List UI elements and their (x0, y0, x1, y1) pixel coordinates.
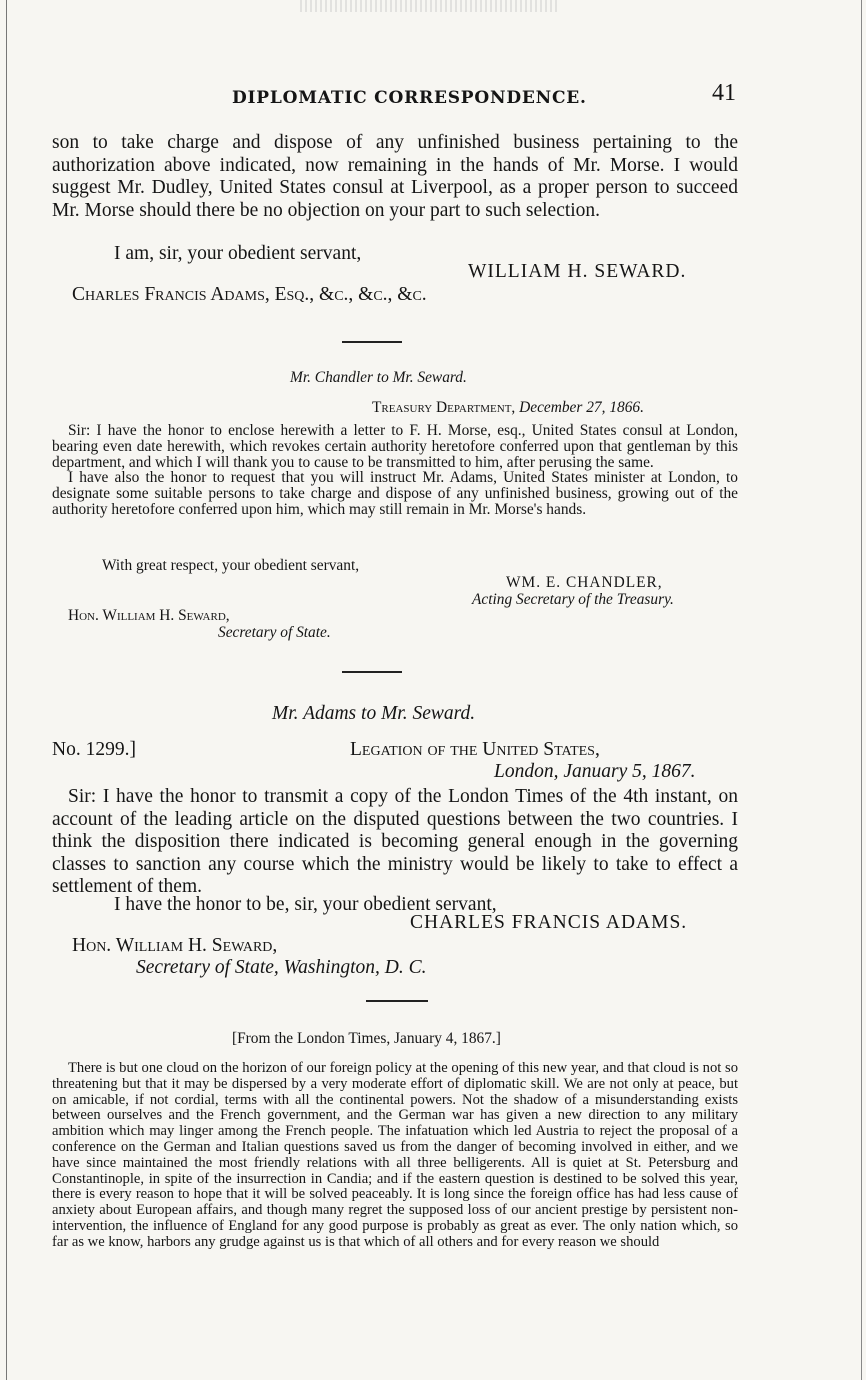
section-divider (342, 671, 402, 673)
section-divider (342, 341, 402, 343)
scan-artifact (300, 0, 560, 12)
letter2-heading: Mr. Chandler to Mr. Seward. (290, 369, 467, 386)
letter2-addressee-name: Hon. William H. Seward, (68, 607, 230, 624)
letter3-number: No. 1299.] (52, 739, 136, 760)
letter1-signature: WILLIAM H. SEWARD. (468, 261, 687, 282)
right-page-edge (861, 0, 862, 1380)
letter3-body: Sir: I have the honor to transmit a copy of the London Times of the 4th instant, on account of the leading article on the disputed questions between the two countries. I think the disposition there indicated is becoming general enough in the governing classes to sanction any course which the ministry would be likely to take to effect a settlement of them. (52, 786, 738, 898)
letter3-body-block (52, 786, 738, 899)
letter2-closing: With great respect, your obedient servant, (102, 557, 360, 574)
enclosure-body: There is but one cloud on the horizon of our foreign policy at the opening of this new year, and that cloud is not so threatening but that it may be dispersed by a very moderate effort of diplomatic skill. We are not only at peace, but on amicable, if not cordial, terms with all the continental powers. Not the shadow of a misunderstanding exists between ourselves and the French government, and the German war has given a new direction to any military ambition which may linger among the French people. The infatuation which led Austria to reject the proposal of a conference on the German and Italian questions saved us from the danger of becoming involved in either, and we have since maintained the most friendly relations with all three belligerents. All is quiet at St. Petersburg and Constantinople, in spite of the insurrection in Candia; and if the eastern question is destined to be solved this year, there is every reason to hope that it will be solved peaceably. It is long since the foreign office has had less cause of anxiety about European affairs, and though many regret the supposed loss of our ancient prestige by persistent non-intervention, the influence of England for any good purpose is probably as great as ever. The only nation which, so far as we know, harbors any grudge against us is that which of all others and for every reason we should (52, 1060, 738, 1250)
letter2-signature-title: Acting Secretary of the Treasury. (472, 591, 674, 608)
letter1-addressee: Charles Francis Adams, Esq., &c., &c., &c. (72, 284, 427, 305)
page-number: 41 (712, 80, 736, 106)
letter1-body: son to take charge and dispose of any unfinished business pertaining to the authorization above indicated, now remaining in the hands of Mr. Morse. I would suggest Mr. Dudley, United States consul at Liverpool, as a proper person to succeed Mr. Morse should there be no objection on your part to such selection. (52, 132, 738, 221)
letter3-addressee-title: Secretary of State, Washington, D. C. (136, 957, 427, 978)
letter2-addressee-title: Secretary of State. (218, 624, 331, 641)
letter1-closing: I am, sir, your obedient servant, (114, 243, 362, 264)
letter2-para2: I have also the honor to request that you will instruct Mr. Adams, United States minister at London, to designate some suitable persons to take charge and dispose of any unfinished business, growing out of the authority heretofore conferred upon him, which may still remain in Mr. Morse's hands. (52, 469, 738, 518)
letter1-body-block (52, 132, 738, 222)
letter2-dateline-place: Treasury Department, (372, 399, 516, 416)
letter3-signature: CHARLES FRANCIS ADAMS. (410, 912, 688, 933)
letter2-body-block (52, 423, 738, 518)
letter3-dateline-date: London, January 5, 1867. (494, 761, 696, 782)
letter2-dateline-date: December 27, 1866. (519, 399, 644, 416)
left-page-edge (6, 0, 7, 1380)
letter3-addressee-name: Hon. William H. Seward, (72, 935, 278, 956)
letter2-para1: Sir: I have the honor to enclose herewith a letter to F. H. Morse, esq., United States consul at London, bearing even date herewith, which revokes certain authority heretofore conferred upon that gentleman by this department, and which I will thank you to cause to be transmitted to him, after perusing the same. (52, 422, 738, 471)
enclosure-body-block (52, 1061, 738, 1251)
enclosure-heading: [From the London Times, January 4, 1867.] (232, 1030, 501, 1047)
section-divider (366, 1000, 428, 1002)
letter3-dateline-place: Legation of the United States, (350, 739, 600, 760)
letter2-dateline (372, 400, 644, 416)
letter3-heading: Mr. Adams to Mr. Seward. (272, 703, 476, 724)
running-header: DIPLOMATIC CORRESPONDENCE. (232, 88, 587, 108)
letter2-signature: WM. E. CHANDLER, (506, 574, 663, 591)
letter3-closing: I have the honor to be, sir, your obedient servant, (114, 894, 497, 915)
